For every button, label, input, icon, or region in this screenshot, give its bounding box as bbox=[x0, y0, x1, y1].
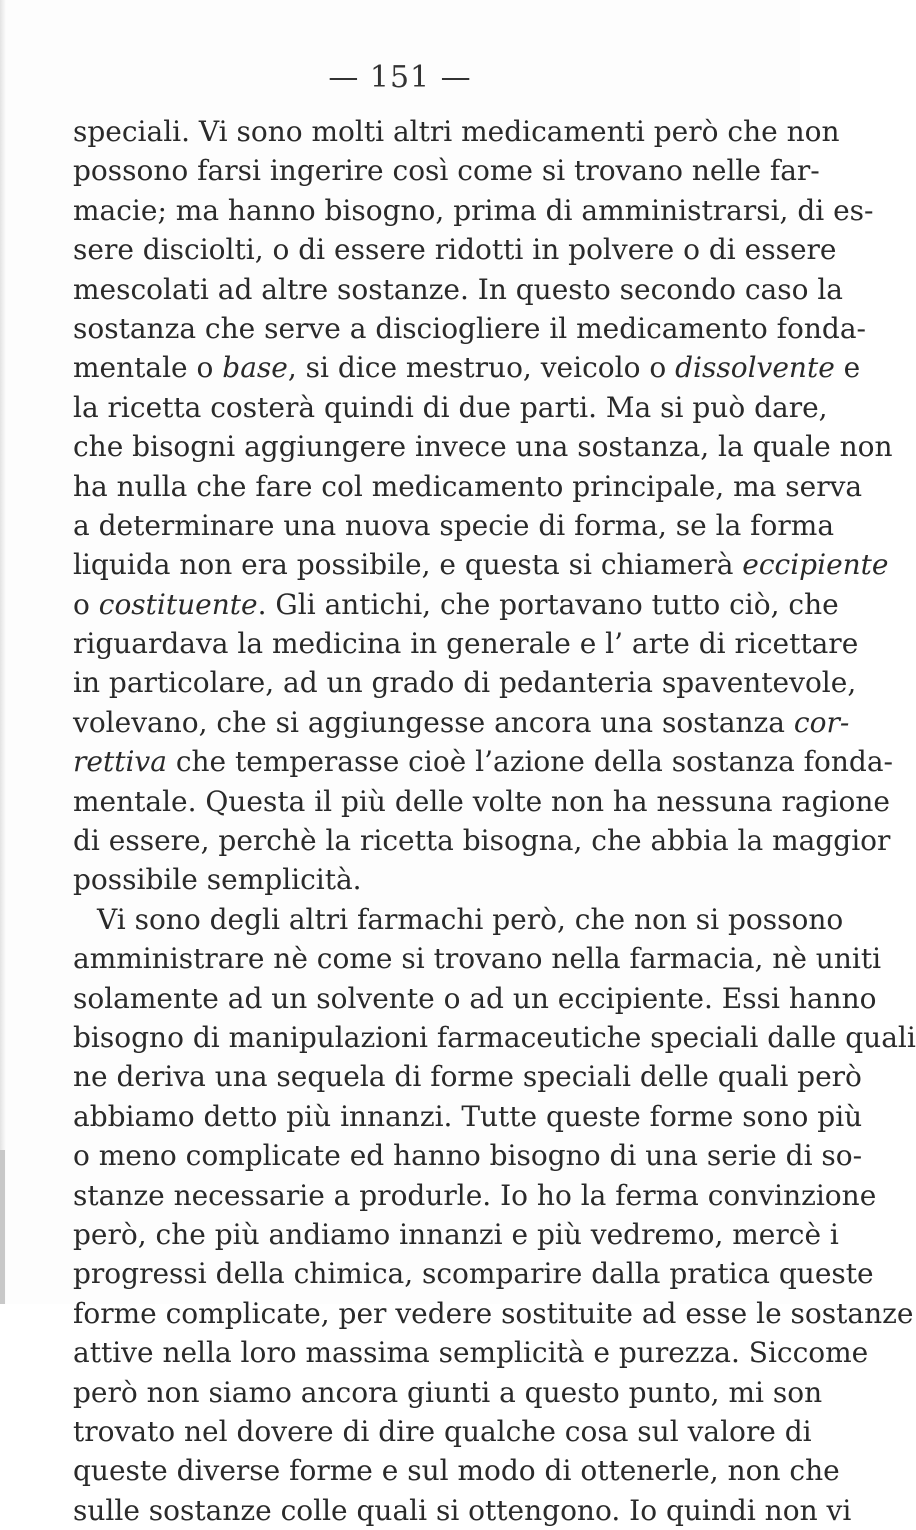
text-line: mentale. Questa il più delle volte non ha nessuna ragione bbox=[73, 784, 890, 818]
text-line: però non siamo ancora giunti a questo punto, mi son bbox=[73, 1375, 823, 1409]
text-line: mescolati ad altre sostanze. In questo secondo caso la bbox=[73, 272, 843, 306]
text-line: rettiva che temperasse cioè l’azione della sostanza fonda- bbox=[73, 745, 894, 779]
text-line: speciali. Vi sono molti altri medicamenti però che non bbox=[73, 115, 840, 148]
text-line: volevano, che si aggiungesse ancora una sostanza cor- bbox=[73, 705, 850, 739]
text-line: amministrare nè come si trovano nella farmacia, nè uniti bbox=[73, 942, 882, 976]
text-line: solamente ad un solvente o ad un eccipiente. Essi hanno bbox=[73, 981, 877, 1015]
italic-term: cor- bbox=[793, 705, 850, 739]
text-line: o costituente. Gli antichi, che portavano tutto ciò, che bbox=[73, 587, 839, 621]
page-edge-shadow bbox=[0, 0, 6, 1304]
page-edge-shadow-bottom bbox=[0, 1150, 5, 1304]
text-line: sulle sostanze colle quali si ottengono. Io quindi non vi bbox=[73, 1493, 852, 1527]
text-line: possono farsi ingerire così come si trovano nelle far- bbox=[73, 154, 820, 188]
text-line: di essere, perchè la ricetta bisogna, che abbia la maggior bbox=[73, 824, 891, 858]
text-line: a determinare una nuova specie di forma, se la forma bbox=[73, 508, 835, 542]
text-line: trovato nel dovere di dire qualche cosa sul valore di bbox=[73, 1414, 812, 1448]
italic-term: rettiva bbox=[73, 745, 167, 779]
text-line: ha nulla che fare col medicamento principale, ma serva bbox=[73, 469, 863, 503]
body-text bbox=[73, 112, 916, 1530]
text-line: però, che più andiamo innanzi e più vedremo, mercè i bbox=[73, 1217, 839, 1251]
text-line: o meno complicate ed hanno bisogno di una serie di so- bbox=[73, 1139, 863, 1173]
italic-term: eccipiente bbox=[742, 548, 889, 582]
text-line: sostanza che serve a disciogliere il medicamento fonda- bbox=[73, 311, 866, 345]
text-line: che bisogni aggiungere invece una sostanza, la quale non bbox=[73, 430, 893, 464]
text-line: mentale o base, si dice mestruo, veicolo o dissolvente e bbox=[73, 351, 861, 385]
italic-term: dissolvente bbox=[675, 351, 835, 385]
text-line: sere disciolti, o di essere ridotti in polvere o di essere bbox=[73, 233, 837, 267]
italic-term: costituente bbox=[98, 587, 258, 621]
text-line: in particolare, ad un grado di pedanteria spaventevole, bbox=[73, 666, 857, 700]
text-line: possibile semplicità. bbox=[73, 863, 362, 897]
text-line: abbiamo detto più innanzi. Tutte queste forme sono più bbox=[73, 1099, 863, 1133]
text-line: ne deriva una sequela di forme speciali delle quali però bbox=[73, 1060, 862, 1094]
text-line: liquida non era possibile, e questa si chiamerà eccipiente bbox=[73, 548, 889, 582]
text-line: la ricetta costerà quindi di due parti. Ma si può dare, bbox=[73, 390, 828, 424]
text-line: Vi sono degli altri farmachi però, che non si possono bbox=[97, 902, 844, 936]
page-number: — 151 — bbox=[328, 60, 472, 95]
text-line: attive nella loro massima semplicità e purezza. Siccome bbox=[73, 1336, 869, 1370]
text-line: riguardava la medicina in generale e l’ arte di ricettare bbox=[73, 627, 859, 661]
italic-term: base bbox=[222, 351, 288, 385]
text-line: stanze necessarie a produrle. Io ho la ferma convinzione bbox=[73, 1178, 877, 1212]
text-line: forme complicate, per vedere sostituite ad esse le sostanze bbox=[73, 1296, 914, 1330]
text-line: macie; ma hanno bisogno, prima di amministrarsi, di es- bbox=[73, 193, 874, 227]
text-line: bisogno di manipulazioni farmaceutiche speciali dalle quali bbox=[73, 1020, 916, 1054]
text-line: progressi della chimica, scomparire dalla pratica queste bbox=[73, 1257, 874, 1291]
text-line: queste diverse forme e sul modo di ottenerle, non che bbox=[73, 1454, 840, 1488]
